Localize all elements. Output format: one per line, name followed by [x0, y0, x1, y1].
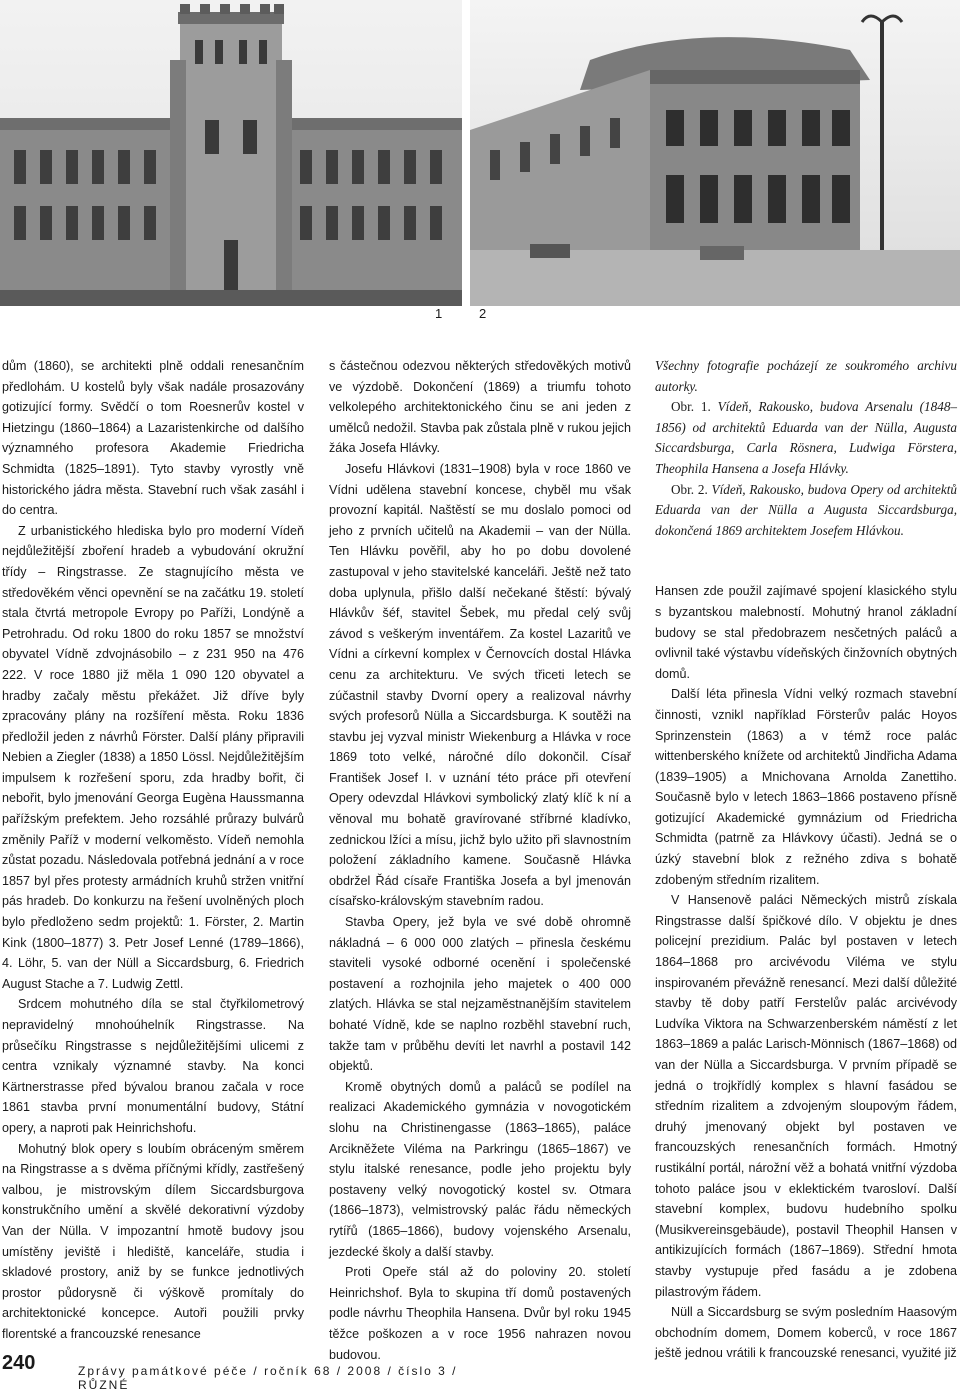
photo-number-1: 1	[435, 306, 443, 321]
paragraph: V Hansenově paláci Německých mistrů získala Ringstrasse další špičkové dílo. V objektu je dnes policejní prezidium. Palác byl postaven v letech 1864–1868 pro arcivévodu Viléma ve stylu inspirovaném převážně renesancí. Mezi další důležité stavby tě doby patří Ferstelův palác arcivévody Ludvíka Viktora na Schwarzenberském náměstí z let 1863–1869 a palác Larisch-Mönnisch (1867–1868) od van der Nülla a Siccardsburga. V prvním případě se jedná o trojkřídlý komplex s hlavní fasádou se středním rizalitem a zdvojeným sloupovým řádem, druhý jmenovaný objekt byl postaven ve francouzských renesančních formách. Hmotný rustikální portál, nárožní věž a bohatá vnitřní výzdoba tohoto paláce jsou v eklektickém tvarosloví. Další stavební komplex, budovu hudebního spolku (Musikvereinsgebäude), postavil Theophil Hansen v antikizujících formách (1867–1869). Střední hmota stavby vystupuje před fasádu a je zdobena pilastrovým řádem.	[655, 893, 957, 1299]
journal-footer	[78, 1364, 457, 1392]
paragraph: Mohutný blok opery s loubím obráceným směrem na Ringstrasse a s dvěma příčnými křídly, zastřešený valbou, je mistrovským dílem Siccardsburgova konstrukčního umění a skvělé dekorativní výzdoby Van der Nülla. V impozantní hmotě budovy jsou umístěny jeviště i hlediště, kanceláře, studia i skladové prostory, aniž by se funkce jednotlivých prostor půdorysně či výškově promítaly do architektonické koncepce. Autoři použili prvky florentské a francouzské renesance	[2, 1141, 304, 1341]
paragraph: Hansen zde použil zajímavé spojení klasického stylu s byzantskou malebností. Mohutný hranol základní budovy se stal předobrazem nesčetných paláců a ovlivnil také výstavbu vídeňských činžovních obytných domů.	[655, 584, 957, 681]
paragraph: Josefu Hlávkovi (1831–1908) byla v roce 1860 ve Vídni udělena stavební koncese, chyběl mu však provozní kapitál. Naštěstí se mu doslalo pomoci od jeho z prvních učitelů na Akademii – van der Nülla. Ten Hlávku pověřil, aby ho po dobu dovolené zastupoval v jeho stavitelské kanceláři. Ještě než tato doba uplynula, přišlo další nečekané štěstí: bývalý Hlávkův šéf, stavitel Šebek, mu předal celý svůj závod s veškerým inventářem. Za kostel Lazaritů ve Vídni a církevní komplex v Černovcích dostal Hlávka cenu za architekturu. Ve svých třiceti letech se zúčastnil stavby Dvorní opery a realizoval návrhy svých profesorů Nülla a Siccardsburga. K soutěži na stavbu jej vyzval ministr Wiekenburg a Hlávka v roce 1869 toto velké, náročné dílo dokončil. Císař František Josef I. v uznání této práce při otevření Opery odevzdal Hlávkovi symbolický zlatý klíč k ní a věnoval mu bohatě gravírované stříbrné kladívko, zednickou lžíci a mísu, jichž bylo užito při slavnostním položení základního kamene. Současně Hlávka obdržel Řád císaře Františka Josefa a byl jmenován císařsko-královským stavebním radou.	[329, 461, 631, 909]
paragraph: Kromě obytných domů a paláců se podílel na realizaci Akademického gymnázia v novogotickém slohu na Christinengasse (1863–1865), paláce Arcikněžete Viléma na Parkringu (1865–1867) ve stylu italské renesance, podle jeho projektu byly postaveny velký novogotický kostel sv. Otmara (1866–1873), velmistrovský palác řádu německých rytířů (1865–1866), budovy vojenského Arsenalu, jezdecké školy a další stavby.	[329, 1079, 631, 1259]
paragraph: Z urbanistického hlediska bylo pro moderní Vídeň nejdůležitější zboření hradeb a vybudování okružní třídy – Ringstrasse. Ze stagnujícího města ve středověkém věnci opevnění se na začátku 19. století stala čtvrtá metropole Evropy po Paříži, Londýně a Petrohradu. Od roku 1800 do roku 1857 se množství obyvatel Vídně zdvojnásobilo – z 231 950 na 476 222. V roce 1880 již měla 1 090 120 obyvatel a hradby začaly městu překážet. Již dříve byly zpracovány plány na rozšíření města. Roku 1836 předložil jeden z návrhů Förster. Další plány připravili Nebien a Ziegler (1838) a 1850 Lössl. Nejdůležitějším impulsem k rozřešení sporu, zda hradby bořit, či nebořit, bylo jmenování Georga Eugèna Haussmanna pařížským prefektem. Jeho rozsáhlé průrazy bulvárů změnily Paříž v moderní velkoměsto. Vídeň nemohla zůstat pozadu. Následovala potřebná jednání a v roce 1857 byl přes protesty armádních kruhů stržen vnitřní pás hradeb. Do konkurzu na řešení uvolněných ploch bylo předloženo sedm projektů: 1. Förster, 2. Martin Kink (1800–1877) 3. Petr Josef Lenné (1789–1866), 4. Löhr, 5. van der Nüll a Siccardsburg, 6. Friedrich August Stache a 7. Ludwig Zettl.	[2, 523, 304, 991]
photo-number-2: 2	[479, 306, 487, 321]
page-number: 240	[2, 1352, 36, 1374]
paragraph: dům (1860), se architekti plně oddali renesančním předlohám. U kostelů byly však nadále prosazovány gotizující formy. Svědčí o tom Roesnerův kostel v Hietzingu (1860–1864) a Lazaristenkirche od dalšího významného profesora Akademie Friedricha Schmidta (1825–1891). Tyto stavby vyrostly vně historického jádra města. Stavební ruch však zasáhl i do centra.	[2, 359, 304, 518]
paragraph: Nüll a Siccardsburg se svým posledním Haasovým obchodním domem, Domem koberců, v roce 1867 ještě jednou vrátili k francouzské renesanci, využité již	[655, 1305, 957, 1361]
photo-credit: Všechny fotografie pocházejí ze soukromého archivu autorky.	[655, 358, 957, 394]
caption-label: Obr. 1.	[671, 399, 711, 415]
text-column-1	[2, 356, 304, 1345]
caption-text: Vídeň, Rakousko, budova Arsenalu (1848–1856) od architektů Eduarda van der Nülla, Augusta Siccardsburga, Carla Rösnera, Ludwiga Förstera, Theophila Hansena a Josefa Hlávky.	[655, 399, 958, 476]
paragraph: Srdcem mohutného díla se stal čtyřkilometrový nepravidelný mnohoúhelník Ringstrasse. Na průsečíku Ringstrasse s nejdůležitějšími ulicemi z centra vznikaly významné stavby. Na konci Kärtnerstrasse před bývalou branou začala v roce 1861 stavba první monumentální budovy, Státní opery, a naproti pak Heinrichshofu.	[2, 997, 304, 1135]
caption-1	[655, 397, 957, 479]
caption-label: Obr. 2.	[671, 481, 708, 497]
paragraph: Další léta přinesla Vídni velký rozmach stavební činnosti, vznikl například Försterův palác Hoyos Sprinzenstein (1863) a v témž roce palác wittenberského knížete od architektů Jindřicha Adama (1839–1905) a Mnichovana Arnolda Zanettiho. Současně bylo v letech 1863–1866 postaveno přísně gotizující Akademické gymnázium od Friedricha Schmidta (patrně za Hlávkovy účasti). Jedná se o úzký stavební blok z režného zdiva s bohatě zdobeným středním rizalitem.	[655, 687, 957, 887]
photo-arsenal	[0, 0, 462, 306]
paragraph: Stavba Opery, jež byla ve své době ohromně nákladná – 6 000 000 zlatých – přinesla českému staviteli vysoké odborné ocenění i společenské postavení a rozhojnila jeho majetek o 400 000 zlatých. Hlávka se stal nejzaměstnanějším stavitelem bohaté Vídně, kde se naplno rozběhl stavební ruch, takže tam v průběhu devíti let navrhl a postavil 142 objektů.	[329, 915, 631, 1074]
journal-title: Zprávy památkové péče / ročník 68 / 2008 / číslo 3 /	[78, 1364, 458, 1378]
text-column-2	[329, 356, 631, 1365]
paragraph: s částečnou odezvou některých středověkých motivů ve výzdobě. Dokončení (1869) a triumfu tohoto velkolepého architektonického činu se ani jeden z umělců nedožil. Stavba pak zůstala plně v rukou jejich žáka Josefa Hlávky.	[329, 359, 631, 456]
paragraph: Proti Opeře stál až do poloviny 20. století Heinrichshof. Byla to skupina tří domů postavených podle návrhu Theophila Hansena. Dvůr byl roku 1945 těžce poškozen a v roce 1956 nahrazen novou budovou.	[329, 1265, 631, 1362]
text-column-3	[655, 356, 957, 1364]
caption-2	[655, 480, 957, 542]
section-title: RŮZNÉ	[78, 1378, 130, 1392]
caption-text: Vídeň, Rakousko, budova Opery od architektů Eduarda van der Nülla a Augusta Siccardsburga, dokončená 1869 architektem Josefem Hlávkou.	[655, 481, 957, 538]
photo-opera	[470, 0, 960, 306]
